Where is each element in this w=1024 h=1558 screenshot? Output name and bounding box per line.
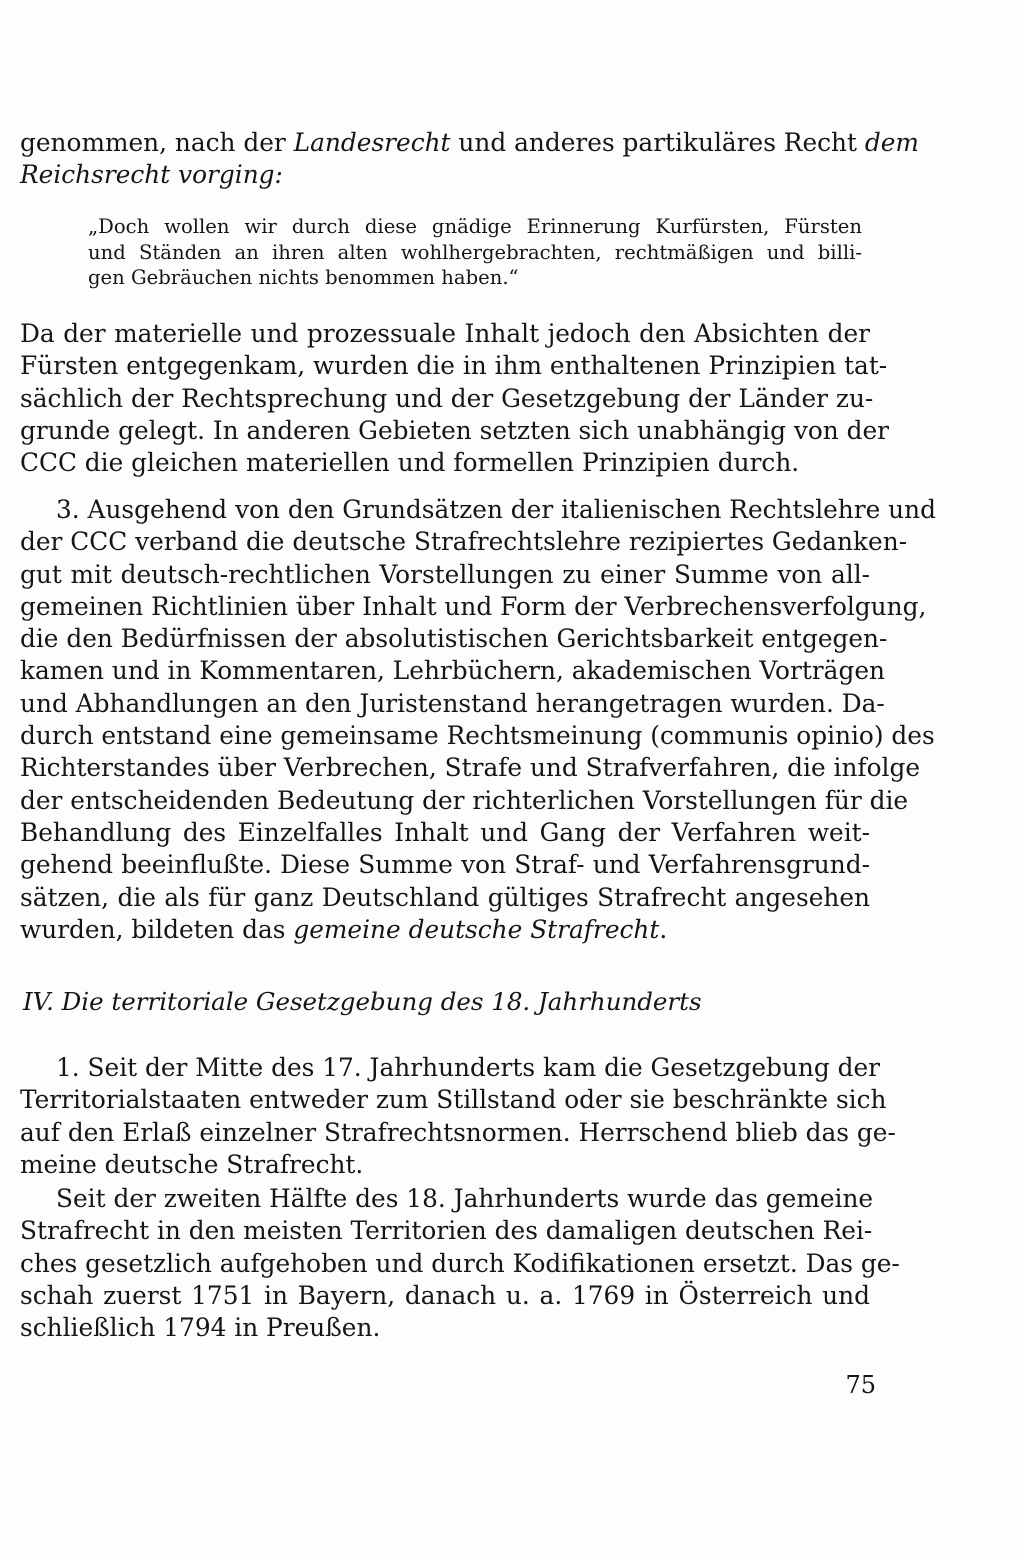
gemeine-deutsche-strafrecht-term: gemeine deutsche Strafrecht bbox=[293, 914, 660, 944]
paragraph-line: kamen und in Kommentaren, Lehrbüchern, akademischen Vorträgen bbox=[20, 656, 885, 686]
paragraph-line: Da der materielle und prozessuale Inhalt jedoch den Absichten der bbox=[20, 319, 870, 348]
quote-line-3: gen Gebräuchen nichts benommen haben.“ bbox=[88, 266, 519, 290]
paragraph-line: Strafrecht in den meisten Territorien des damaligen deutschen Rei- bbox=[20, 1216, 873, 1246]
paragraph-line: gut mit deutsch-rechtlichen Vorstellungen zu einer Summe von all- bbox=[20, 559, 870, 589]
paragraph-line: auf den Erlaß einzelner Strafrechtsnormen. Herrschend blieb das ge- bbox=[20, 1117, 896, 1147]
paragraph-line: schließlich 1794 in Preußen. bbox=[20, 1313, 381, 1343]
paragraph-line: meine deutsche Strafrecht. bbox=[20, 1149, 364, 1179]
paragraph-line: durch entstand eine gemeinsame Rechtsmeinung (communis opinio) des bbox=[20, 721, 935, 751]
paragraph-line: Fürsten entgegenkam, wurden die in ihm enthaltenen Prinzipien tat- bbox=[20, 351, 888, 381]
landesrecht-term: Landesrecht bbox=[293, 128, 451, 157]
paragraph-2 bbox=[20, 494, 936, 946]
paragraph-line: 1. Seit der Mitte des 17. Jahrhunderts kam die Gesetzgebung der bbox=[56, 1053, 880, 1082]
paragraph-line: ches gesetzlich aufgehoben und durch Kodifikationen ersetzt. Das ge- bbox=[20, 1248, 900, 1278]
paragraph-line: sätzen, die als für ganz Deutschland gültiges Strafrecht angesehen bbox=[20, 882, 870, 912]
quote-line-1: „Doch wollen wir durch diese gnädige Erinnerung Kurfürsten, Fürsten bbox=[88, 215, 862, 238]
paragraph-1 bbox=[20, 318, 890, 479]
paragraph-line: sächlich der Rechtsprechung und der Gesetzgebung der Länder zu- bbox=[20, 383, 874, 413]
dem-term: dem bbox=[864, 128, 919, 157]
paragraph-line: schah zuerst 1751 in Bayern, danach u. a. 1769 in Österreich und bbox=[20, 1280, 870, 1310]
paragraph-line: wurden, bildeten das gemeine deutsche Strafrecht. bbox=[20, 914, 668, 944]
paragraph-line: Seit der zweiten Hälfte des 18. Jahrhunderts wurde das gemeine bbox=[56, 1184, 874, 1213]
page-number: 75 bbox=[845, 1371, 876, 1399]
paragraph-3 bbox=[20, 1052, 896, 1181]
paragraph-line: die den Bedürfnissen der absolutistischen Gerichtsbarkeit entgegen- bbox=[20, 624, 888, 654]
paragraph-line: grunde gelegt. In anderen Gebieten setzten sich unabhängig von der bbox=[20, 415, 890, 445]
paragraph-line: 3. Ausgehend von den Grundsätzen der italienischen Rechtslehre und bbox=[56, 495, 936, 524]
paragraph-line: und Abhandlungen an den Juristenstand herangetragen wurden. Da- bbox=[20, 688, 885, 718]
block-quote bbox=[88, 214, 862, 291]
paragraph-4 bbox=[20, 1183, 900, 1344]
section-heading: IV. Die territoriale Gesetzgebung des 18. Jahrhunderts bbox=[23, 987, 702, 1016]
paragraph-line: Richterstandes über Verbrechen, Strafe und Strafverfahren, die infolge bbox=[20, 753, 921, 783]
paragraph-line: gehend beeinflußte. Diese Summe von Straf- und Verfahrensgrund- bbox=[20, 850, 870, 880]
paragraph-line: Territorialstaaten entweder zum Stillstand oder sie beschränkte sich bbox=[20, 1085, 887, 1115]
quote-line-2: und Ständen an ihren alten wohlhergebrachten, rechtmäßigen und billi- bbox=[88, 240, 862, 264]
intro-line-1: genommen, nach der Landesrecht und anderes partikuläres Recht dem bbox=[20, 128, 919, 157]
paragraph-line: gemeinen Richtlinien über Inhalt und Form der Verbrechensverfolgung, bbox=[20, 591, 927, 621]
paragraph-line: Behandlung des Einzelfalles Inhalt und Gang der Verfahren weit- bbox=[20, 817, 870, 847]
intro-line-2: Reichsrecht vorging: bbox=[20, 160, 283, 190]
intro-text bbox=[20, 127, 919, 192]
paragraph-line: der entscheidenden Bedeutung der richterlichen Vorstellungen für die bbox=[20, 785, 909, 815]
paragraph-line: CCC die gleichen materiellen und formellen Prinzipien durch. bbox=[20, 448, 800, 478]
paragraph-line: der CCC verband die deutsche Strafrechtslehre rezipiertes Gedanken- bbox=[20, 527, 908, 557]
